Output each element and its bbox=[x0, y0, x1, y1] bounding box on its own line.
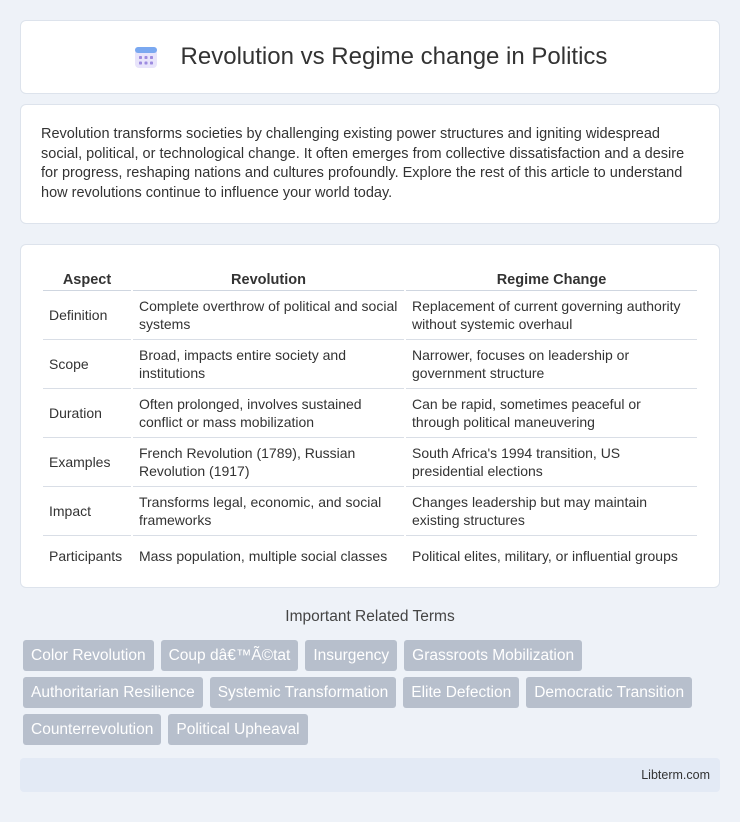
cell-aspect: Examples bbox=[43, 438, 131, 487]
cell-regime-change: Replacement of current governing authority without systemic overhaul bbox=[406, 291, 697, 340]
tag-grassroots-mobilization[interactable]: Grassroots Mobilization bbox=[404, 640, 582, 671]
table-row bbox=[43, 291, 697, 340]
cell-revolution: French Revolution (1789), Russian Revolution (1917) bbox=[133, 438, 404, 487]
tag-political-upheaval[interactable]: Political Upheaval bbox=[168, 714, 307, 745]
related-terms-title: Important Related Terms bbox=[285, 608, 455, 625]
table-row bbox=[43, 487, 697, 536]
intro-text: Revolution transforms societies by challenging existing power structures and igniting widespread social, political, or technological change. It often emerges from collective dissatisfaction and a desire for progress, reshaping nations and cultures profoundly. Explore the rest of this article to understand how revolutions continue to influence your world today. bbox=[41, 126, 685, 201]
table-row bbox=[43, 340, 697, 389]
header-aspect: Aspect bbox=[43, 265, 131, 291]
comparison-card bbox=[20, 244, 720, 588]
table-row bbox=[43, 389, 697, 438]
cell-aspect: Scope bbox=[43, 340, 131, 389]
title-card bbox=[20, 20, 720, 94]
cell-revolution: Broad, impacts entire society and institutions bbox=[133, 340, 404, 389]
cell-aspect: Duration bbox=[43, 389, 131, 438]
cell-aspect: Participants bbox=[49, 548, 123, 564]
tag-coup-detat[interactable]: Coup dâ€™Ã©tat bbox=[161, 640, 299, 671]
footer-site-link[interactable]: Libterm.com bbox=[641, 768, 710, 782]
footer bbox=[20, 758, 720, 792]
header-revolution: Revolution bbox=[133, 265, 404, 291]
cell-regime-change: Can be rapid, sometimes peaceful or through political maneuvering bbox=[406, 389, 697, 438]
cell-regime-change: Narrower, focuses on leadership or government structure bbox=[406, 340, 697, 389]
intro-card bbox=[20, 104, 720, 224]
table-row bbox=[43, 438, 697, 487]
tag-color-revolution[interactable]: Color Revolution bbox=[23, 640, 154, 671]
cell-aspect: Definition bbox=[43, 291, 131, 340]
cell-aspect: Impact bbox=[43, 487, 131, 536]
calendar-icon bbox=[133, 44, 159, 70]
cell-revolution: Often prolonged, involves sustained conflict or mass mobilization bbox=[133, 389, 404, 438]
tag-systemic-transformation[interactable]: Systemic Transformation bbox=[210, 677, 397, 708]
tag-authoritarian-resilience[interactable]: Authoritarian Resilience bbox=[23, 677, 203, 708]
tag-insurgency[interactable]: Insurgency bbox=[305, 640, 397, 671]
page-title: Revolution vs Regime change in Politics bbox=[180, 43, 608, 70]
cell-revolution: Complete overthrow of political and social systems bbox=[133, 291, 404, 340]
table-header-row bbox=[43, 265, 697, 291]
cell-revolution: Transforms legal, economic, and social frameworks bbox=[133, 487, 404, 536]
comparison-table bbox=[41, 265, 699, 576]
table-row bbox=[43, 536, 697, 576]
related-terms-list bbox=[23, 640, 723, 751]
header-regime-change: Regime Change bbox=[406, 265, 697, 291]
cell-regime-change: Political elites, military, or influential groups bbox=[412, 548, 678, 564]
tag-counterrevolution[interactable]: Counterrevolution bbox=[23, 714, 161, 745]
cell-regime-change: South Africa's 1994 transition, US presidential elections bbox=[406, 438, 697, 487]
cell-regime-change: Changes leadership but may maintain existing structures bbox=[406, 487, 697, 536]
tag-democratic-transition[interactable]: Democratic Transition bbox=[526, 677, 692, 708]
tag-elite-defection[interactable]: Elite Defection bbox=[403, 677, 519, 708]
cell-revolution: Mass population, multiple social classes bbox=[138, 548, 388, 564]
